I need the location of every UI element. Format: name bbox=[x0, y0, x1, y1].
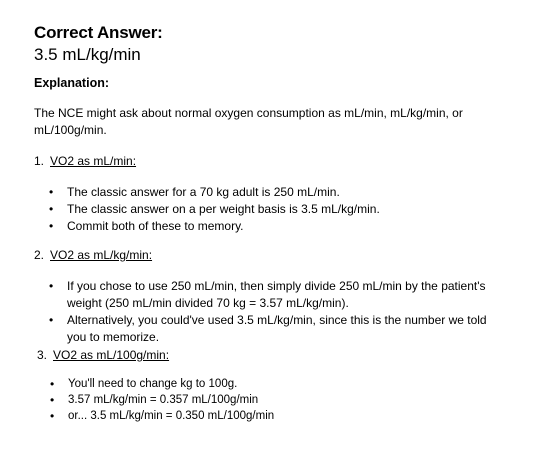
list-item-text: or... 3.5 mL/kg/min = 0.350 mL/100g/min bbox=[68, 410, 275, 422]
bullet-icon: • bbox=[49, 219, 54, 233]
list-item-text: The classic answer for a 70 kg adult is 250 mL/min. bbox=[67, 185, 340, 199]
section-3-bullet-list bbox=[50, 376, 470, 424]
list-item-text: 3.57 mL/kg/min = 0.357 mL/100g/min bbox=[68, 394, 259, 406]
correct-answer-heading: Correct Answer: bbox=[34, 23, 163, 42]
section-number: 2. bbox=[34, 248, 45, 262]
list-item-text: Alternatively, you could've used 3.5 mL/kg/min, since this is the number we told you to memorize. bbox=[67, 313, 487, 344]
bullet-icon: • bbox=[49, 279, 54, 293]
bullet-icon: • bbox=[50, 377, 55, 391]
bullet-icon: • bbox=[50, 409, 55, 423]
section-1-bullet-list bbox=[49, 184, 489, 235]
section-1-title bbox=[34, 153, 136, 169]
bullet-icon: • bbox=[49, 202, 54, 216]
list-item bbox=[49, 184, 489, 201]
section-title-text: VO2 as mL/kg/min: bbox=[50, 248, 153, 262]
explanation-intro: The NCE might ask about normal oxygen consumption as mL/min, mL/kg/min, or mL/100g/min. bbox=[34, 106, 463, 137]
section-title-text: VO2 as mL/min: bbox=[50, 154, 137, 168]
list-item bbox=[50, 392, 470, 408]
list-item-text: You'll need to change kg to 100g. bbox=[68, 378, 238, 390]
list-item bbox=[49, 218, 489, 235]
bullet-icon: • bbox=[50, 393, 55, 407]
list-item bbox=[50, 376, 470, 392]
section-number: 1. bbox=[34, 154, 45, 168]
section-3-title bbox=[37, 347, 169, 363]
section-2-title bbox=[34, 247, 152, 263]
list-item bbox=[49, 278, 489, 312]
bullet-icon: • bbox=[49, 185, 54, 199]
list-item bbox=[50, 408, 470, 424]
section-2-bullet-list bbox=[49, 278, 489, 346]
list-item-text: The classic answer on a per weight basis is 3.5 mL/kg/min. bbox=[67, 202, 380, 216]
list-item-text: If you chose to use 250 mL/min, then simply divide 250 mL/min by the patient's weight (250 mL/min divided 70 kg = 3.57 mL/kg/min). bbox=[67, 279, 486, 310]
list-item bbox=[49, 201, 489, 218]
bullet-icon: • bbox=[49, 313, 54, 327]
explanation-heading: Explanation: bbox=[34, 76, 110, 90]
section-number: 3. bbox=[37, 348, 48, 362]
correct-answer-value: 3.5 mL/kg/min bbox=[34, 45, 141, 64]
section-title-text: VO2 as mL/100g/min: bbox=[53, 348, 170, 362]
list-item bbox=[49, 312, 489, 346]
list-item-text: Commit both of these to memory. bbox=[67, 219, 244, 233]
